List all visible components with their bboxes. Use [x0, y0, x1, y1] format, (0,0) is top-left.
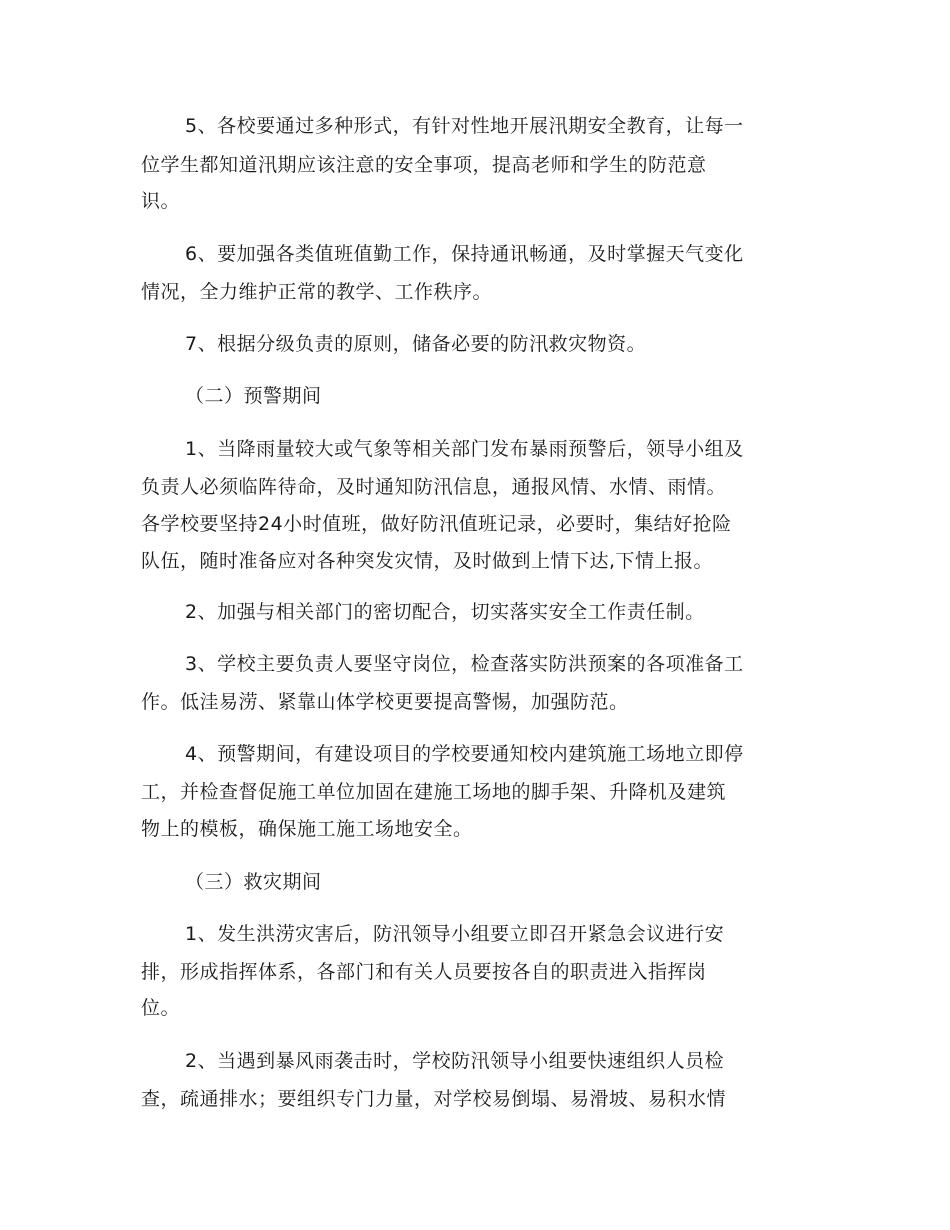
text-line: 情况，全力维护正常的教学、工作秩序。	[141, 281, 493, 303]
text-line: 6、要加强各类值班值勤工作，保持通讯畅通，及时掌握天气变化	[185, 243, 744, 265]
text-line: 1、当降雨量较大或气象等相关部门发布暴雨预警后，领导小组及	[185, 438, 744, 460]
text-line: 作。低洼易涝、紧靠山体学校更要提高警惕，加强防范。	[141, 691, 629, 713]
text-line: 队伍，随时准备应对各种突发灾情，及时做到上情下达,下情上报。	[141, 550, 714, 572]
text-line: 1、发生洪涝灾害后，防汛领导小组要立即召开紧急会议进行安	[185, 923, 725, 945]
text-line: 3、学校主要负责人要坚守岗位，检查落实防洪预案的各项准备工	[185, 653, 744, 675]
text-line: 识。	[141, 190, 181, 212]
text-line: 位学生都知道汛期应该注意的安全事项，提高老师和学生的防范意	[141, 154, 707, 176]
text-line: 排，形成指挥体系，各部门和有关人员要按各自的职责进入指挥岗	[141, 961, 707, 983]
text-line: 5、各校要通过多种形式，有针对性地开展汛期安全教育，让每一	[185, 115, 744, 137]
section-heading: （三）救灾期间	[185, 871, 322, 893]
text-line: 4、预警期间，有建设项目的学校要通知校内建筑施工场地立即停	[185, 743, 744, 765]
text-line: 2、加强与相关部门的密切配合，切实落实安全工作责任制。	[185, 601, 705, 623]
text-line: 查，疏通排水；要组织专门力量，对学校易倒塌、易滑坡、易积水情	[141, 1088, 727, 1110]
text-line: 位。	[141, 997, 181, 1019]
text-line: 负责人必须临阵待命，及时通知防汛信息，通报风情、水情、雨情。	[141, 476, 727, 498]
text-line: 工，并检查督促施工单位加固在建施工场地的脚手架、升降机及建筑	[141, 781, 727, 803]
text-line: 7、根据分级负责的原则，储备必要的防汛救灾物资。	[185, 333, 647, 355]
section-heading: （二）预警期间	[185, 385, 322, 407]
text-line: 2、当遇到暴风雨袭击时，学校防汛领导小组要快速组织人员检	[185, 1050, 725, 1072]
text-line: 各学校要坚持24小时值班，做好防汛值班记录，必要时，集结好抢险	[141, 513, 732, 535]
text-line: 物上的模板，确保施工施工场地安全。	[141, 818, 473, 840]
